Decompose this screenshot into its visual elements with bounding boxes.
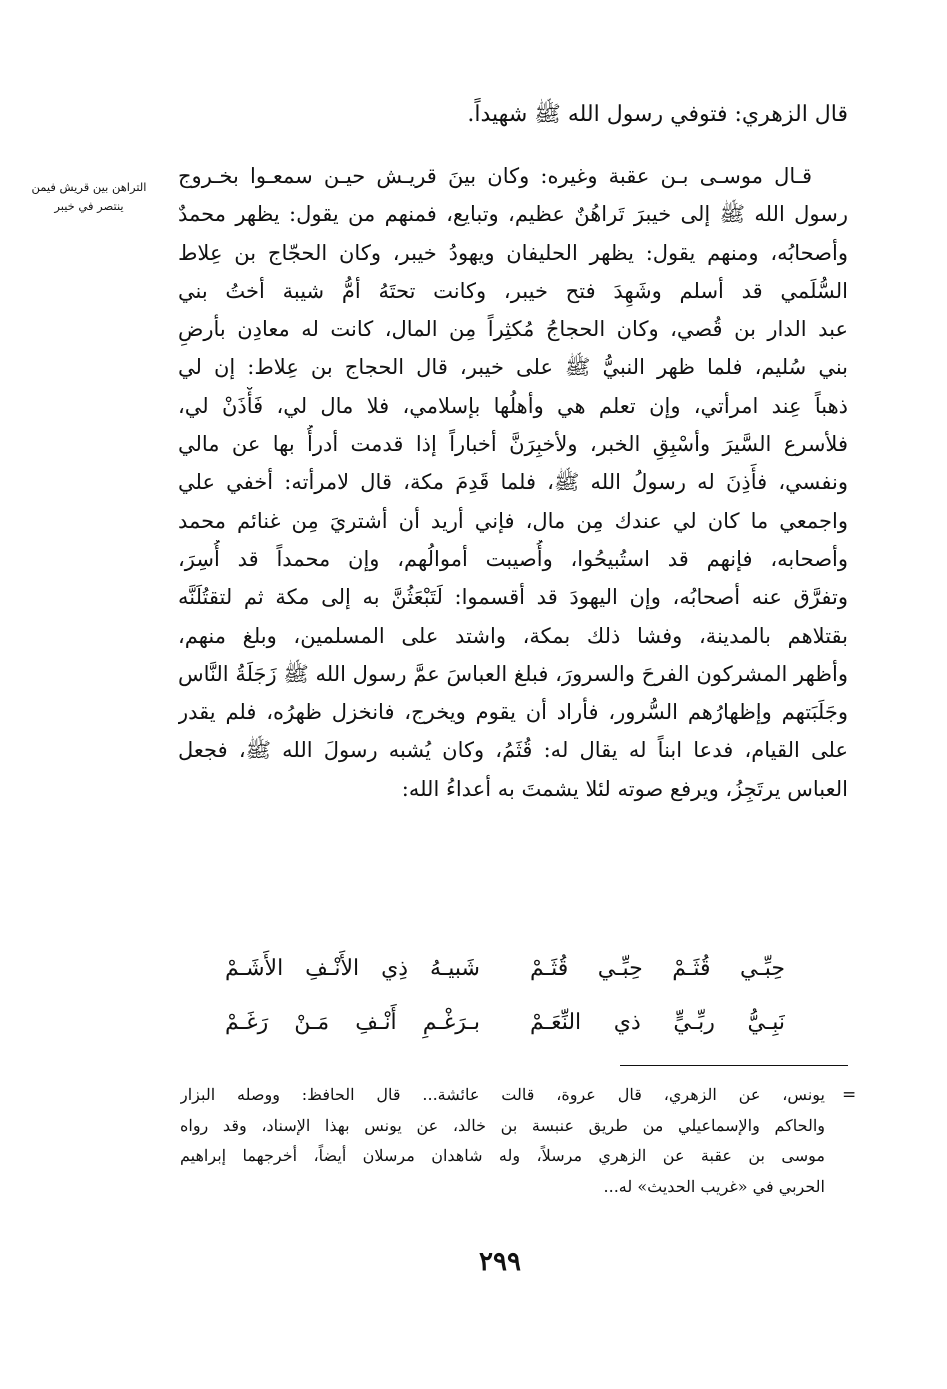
- poem-verse: [225, 942, 785, 996]
- text-line: وأصحابه، فإنهم قد استُبيحُوا، وأُصيبت أموالُهم، وإن محمداً قد أُسِرَ،: [178, 546, 848, 571]
- text-line: ونفسي، فأَذِنَ له رسولُ الله ﷺ، فلما قَدِمَ مكة، قال لامرأته: أخفي علي: [178, 470, 848, 495]
- text-line: بقتلاهم بالمدينة، وفشا ذلك بمكة، واشتد على المسلمين، وبلغ منهم،: [178, 623, 848, 648]
- text-line: بني سُليم، فلما ظهر النبيُّ ﷺ على خيبر، قال الحجاج بن عِلاط: إن لي: [178, 355, 848, 380]
- poem-hemistich-second: بـرَغْـمِ أَنْـفِ مَـنْ رَغَـمْ: [225, 1010, 480, 1035]
- footnote-line: يونس، عن الزهري، قال عروة، قالت عائشة... قال الحافظ: ووصله البزار: [180, 1085, 825, 1104]
- poem-hemistich-first: حِبِّـي قُثَـمْ حِبِّـي قُثَـمْ: [530, 956, 785, 981]
- text-line: وأظهر المشركون الفرحَ والسرورَ، فبلغ العباسَ عمَّ رسول الله ﷺ زَجَلَةُ النَّاس: [178, 661, 848, 686]
- footnote-line: الحربي في «غريب الحديث» له...: [603, 1176, 825, 1196]
- margin-note-line-2: ينتصر في خيبر: [54, 199, 124, 213]
- poem-hemistich-second: شَبيـهُ ذِي الأَنْـفِ الأَشَـمْ: [225, 956, 480, 981]
- footnote-line: والحاكم والإسماعيلي من طريق عنبسة بن خالد، عن يونس بهذا الإسناد، وقد رواه: [180, 1115, 825, 1135]
- text-line: العباس يرتَجِزُ، ويرفع صوته لئلا يشمتَ به أعداءُ الله:: [401, 776, 848, 801]
- text-line: وأصحابُه، ومنهم يقول: يظهر الحليفان ويهودُ خيبر، وكان الحجّاج بن عِلاط: [178, 240, 848, 265]
- text-line: وتفرَّق عنه أصحابُه، وإن اليهودَ قد أقسموا: لَتَبْعَثُنَّ به إلى مكة ثم لتقتُلَنَّه: [178, 585, 848, 610]
- main-text: [178, 157, 848, 808]
- poem-verse: [225, 996, 785, 1050]
- text-line: واجمعي ما كان لي عندك مِن مال، فإني أريد أن أشتريَ مِن غنائم محمد: [178, 508, 848, 533]
- footnote: [180, 1080, 825, 1202]
- footnote-line: موسى بن عقبة عن الزهري مرسلاً، وله شاهدان مرسلان أيضاً، أخرجهما إبراهيم: [180, 1146, 825, 1165]
- margin-note: [10, 178, 168, 216]
- footnote-divider: [620, 1065, 848, 1066]
- margin-note-line-1: التراهن بين قريش فيمن: [31, 180, 147, 194]
- first-line: قال الزهري: فتوفي رسول الله ﷺ شهيداً.: [467, 102, 848, 127]
- text-line: ذهباً عِند امرأتي، وإن تعلم هي وأهلُها بإسلامي، فلا مال لي، فَأْذَنْ لي،: [178, 393, 848, 418]
- poem: [225, 942, 785, 1050]
- footnote-continuation-mark: =: [842, 1085, 857, 1105]
- poem-hemistich-first: نَبِـيُّ ربِّـيٍّ ذي النِّعَـمْ: [530, 1010, 785, 1035]
- text-line: قـال موسـى بـن عقبة وغيره: وكان بينَ قريـش حيـن سمعـوا بخـروج: [178, 164, 812, 188]
- text-line: وجَلَبَتهم وإظهارُهم السُّرور، فأراد أن يقوم ويخرج، فانخزل ظهرُه، فلم يقدر: [178, 700, 848, 725]
- text-line: فلأسرع السَّيرَ وأسْبِقِ الخبر، ولأخبِرَنَّ أخباراً إذا قدمت أدرأُ بها عن مالي: [178, 432, 848, 457]
- text-line: السُّلَمي قد أسلم وشَهِدَ فتح خيبر، وكانت تحتَهُ أمُّ شيبة أختُ بني: [178, 278, 848, 303]
- page-number: ٢٩٩: [479, 1247, 521, 1277]
- text-line: على القيام، فدعا ابناً له يقال له: قُثَمُ، وكان يُشبه رسولَ الله ﷺ، فجعل: [178, 738, 848, 763]
- text-line: رسول الله ﷺ إلى خيبرَ تَراهُنٌ عظيم، وتبايع، فمنهم من يقول: يظهر محمدٌ: [178, 202, 848, 227]
- text-line: عبد الدار بن قُصي، وكان الحجاجُ مُكثِراً مِن المال، كانت له معادِن بأرضِ: [178, 317, 848, 342]
